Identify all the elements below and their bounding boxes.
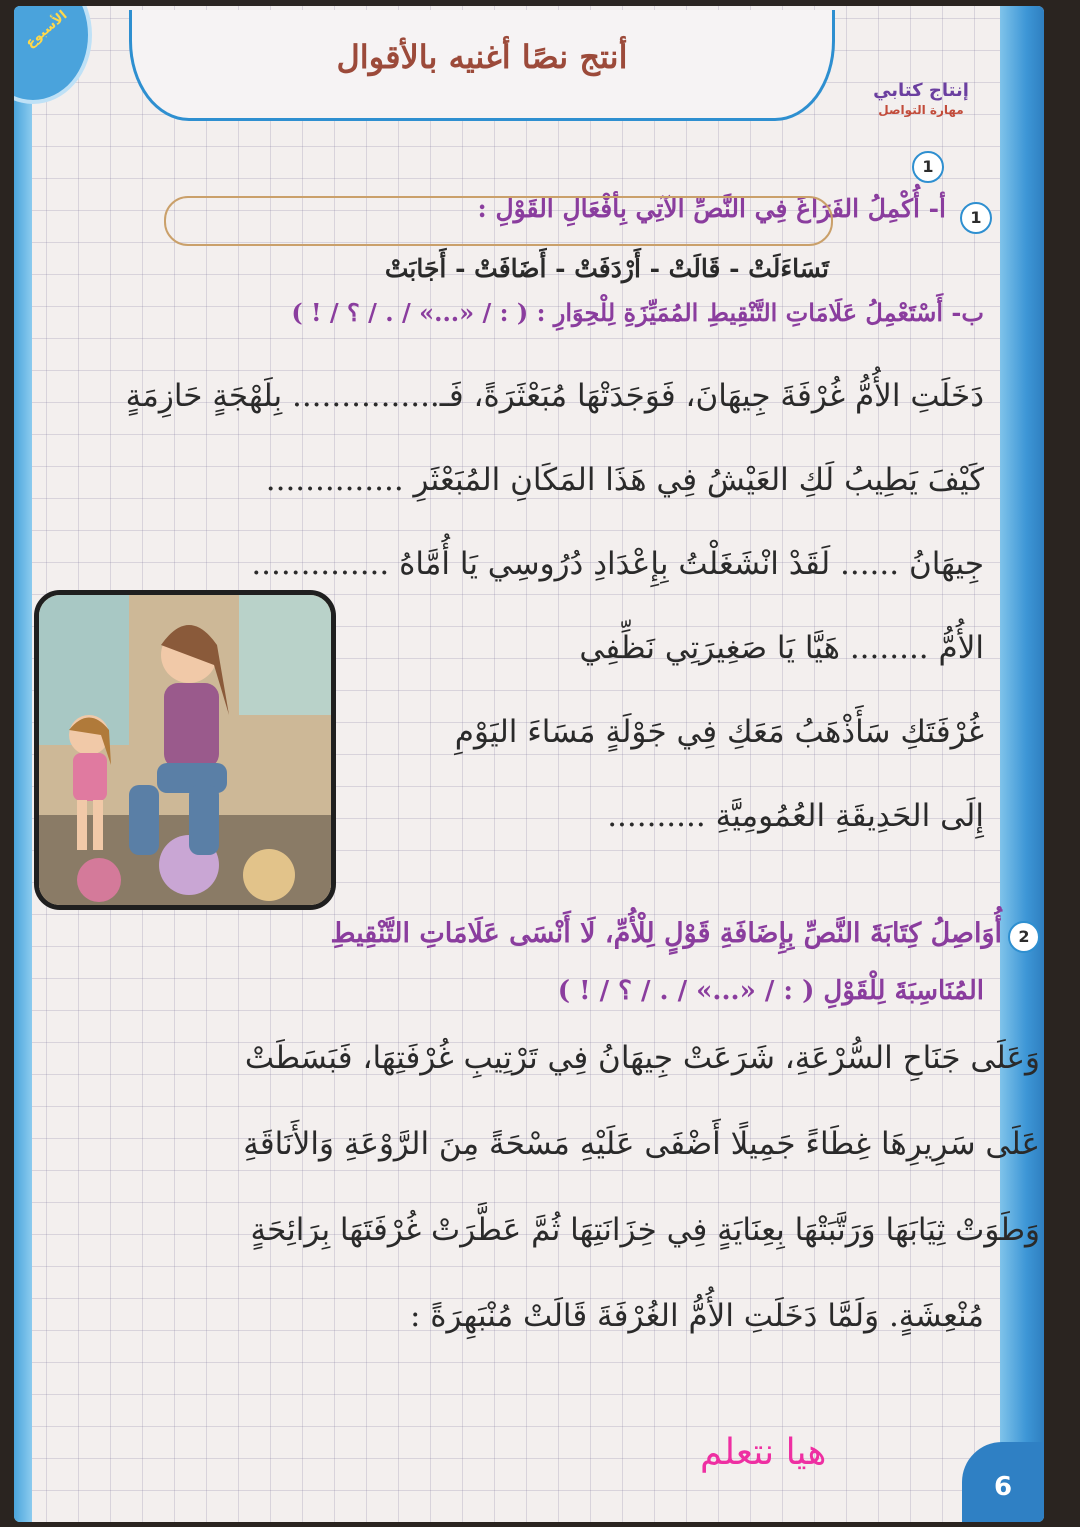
text-line-3: جِيهَانُ ...... لَقَدْ انْشَغَلْتُ بِإِعْدَادِ دُرُوسِي يَا أُمَّاهُ ..............	[251, 546, 984, 582]
passage-line-3: وَطَوَتْ ثِيَابَهَا وَرَتَّبَتْهَا بِعِنَايَةٍ فِي خِزَانَتِهَا ثُمَّ عَطَّرَتْ غُرْفَتَهَا بِرَائِحَةٍ	[250, 1212, 1040, 1248]
corner-badge-text: الأسبوع	[22, 7, 71, 52]
mother-daughter-illustration	[34, 590, 336, 910]
exercise1-part-b: ب- أَسْتَعْمِلُ عَلَامَاتِ التَّنْقِيطِ المُمَيِّزَةِ لِلْحِوَارِ : ( : / «...» / . / ؟ / ! )	[291, 298, 984, 327]
corner-badge	[14, 6, 92, 104]
exercise1-number-circle: 1	[960, 202, 992, 234]
exercise1-part-a	[906, 148, 944, 183]
text-line-5: غُرْفَتَكِ سَأَذْهَبُ مَعَكِ فِي جَوْلَةٍ مَسَاءَ اليَوْمِ	[454, 714, 984, 750]
text-line-6: إِلَى الحَدِيقَةِ العُمُومِيَّةِ ..........	[607, 798, 984, 834]
illustration-drawing	[39, 595, 331, 905]
word-bank: تَسَاءَلَتْ - قَالَتْ - أَرْدَفَتْ - أَضَافَتْ - أَجَابَتْ	[384, 254, 829, 283]
brand-watermark: هيا نتعلم	[700, 1432, 827, 1473]
page-number: 6	[962, 1442, 1044, 1522]
book-spine	[1000, 6, 1044, 1522]
text-line-1: دَخَلَتِ الأُمُّ غُرْفَةَ جِيهَانَ، فَوَجَدَتْهَا مُبَعْثَرَةً، فَـ............... بِلَهْجَةٍ حَازِمَةٍ	[125, 378, 984, 414]
exercise2-instruction-line2: المُنَاسِبَةَ لِلْقَوْلِ ( : / «...» / . / ؟ / ! )	[557, 976, 984, 1006]
exercise2-instruction	[30, 918, 1040, 953]
section-tag-label: إنتاج كتابي	[873, 80, 969, 101]
page-title: أنتج نصًا أغنيه بالأقوال	[336, 38, 628, 76]
title-banner	[129, 10, 835, 121]
exercise2-number: 2	[1008, 921, 1040, 953]
text-line-2: كَيْفَ يَطِيبُ لَكِ العَيْشُ فِي هَذَا المَكَانِ المُبَعْثَرِ ..............	[265, 462, 984, 498]
exercise1-number-badge	[954, 202, 992, 234]
exercise1-number: 1	[912, 151, 944, 183]
exercise2-instruction-line1: أُوَاصِلُ كِتَابَةَ النَّصِّ بِإِضَافَةِ قَوْلٍ لِلْأُمِّ، لَا أَنْسَى عَلَامَاتِ التَّنْقِيطِ	[330, 918, 1002, 949]
worksheet-page	[14, 6, 1044, 1522]
exercise1-part-a-text: أ- أُكْمِلُ الفَرَاغَ فِي النَّصِّ الآتِي بِأفْعَالِ القَوْلِ :	[477, 194, 946, 223]
passage-line-1: وَعَلَى جَنَاحِ السُّرْعَةِ، شَرَعَتْ جِيهَانُ فِي تَرْتِيبِ غُرْفَتِهَا، فَبَسَطَتْ	[244, 1040, 1040, 1076]
section-tag	[846, 80, 996, 117]
passage-line-4: مُنْعِشَةٍ. وَلَمَّا دَخَلَتِ الأُمُّ الغُرْفَةَ قَالَتْ مُنْبَهِرَةً :	[409, 1298, 984, 1334]
word-bank-box	[164, 196, 833, 246]
text-line-4: الأُمُّ ........ هَيَّا يَا صَغِيرَتِي نَظِّفِي	[579, 630, 984, 666]
passage-line-2: عَلَى سَرِيرِهَا غِطَاءً جَمِيلًا أَضْفَى عَلَيْهِ مَسْحَةً مِنَ الرَّوْعَةِ وَالأَنَاقَةِ	[243, 1126, 1040, 1162]
left-page-edge	[14, 6, 32, 1522]
section-tag-sub: مهارة التواصل	[878, 103, 964, 117]
